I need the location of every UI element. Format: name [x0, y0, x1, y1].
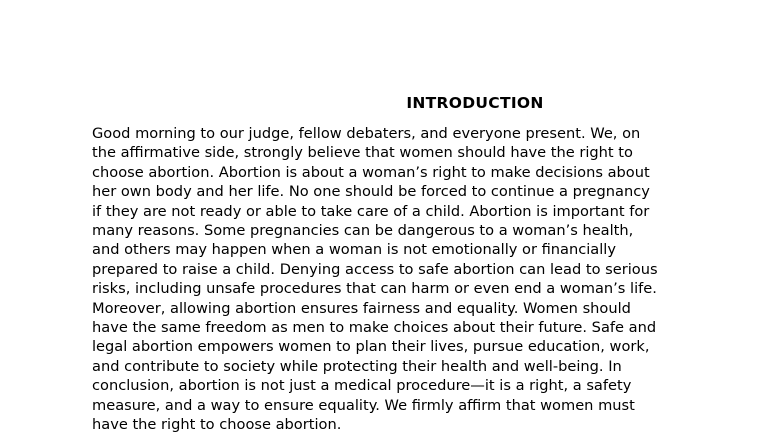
paragraph-line: risks, including unsafe procedures that can harm or even end a woman’s life.: [92, 280, 657, 298]
body-paragraph: [92, 124, 704, 435]
paragraph-line: choose abortion. Abortion is about a woman’s right to make decisions about: [92, 163, 650, 181]
paragraph-line: prepared to raise a child. Denying access to safe abortion can lead to serious: [92, 260, 658, 278]
paragraph-line: have the same freedom as men to make choices about their future. Safe and: [92, 319, 657, 337]
section-heading: INTRODUCTION: [406, 94, 544, 112]
paragraph-line: many reasons. Some pregnancies can be dangerous to a woman’s health,: [92, 222, 634, 240]
paragraph-line: her own body and her life. No one should be forced to continue a pregnancy: [92, 183, 650, 201]
paragraph-line: have the right to choose abortion.: [92, 416, 342, 434]
paragraph-line: conclusion, abortion is not just a medical procedure—it is a right, a safety: [92, 377, 632, 395]
paragraph-line: Good morning to our judge, fellow debaters, and everyone present. We, on: [92, 125, 641, 142]
paragraph-line: Moreover, allowing abortion ensures fairness and equality. Women should: [92, 299, 631, 317]
paragraph-line: and contribute to society while protecting their health and well-being. In: [92, 357, 622, 375]
paragraph-line: the affirmative side, strongly believe that women should have the right to: [92, 144, 633, 162]
paragraph-line: and others may happen when a woman is not emotionally or financially: [92, 241, 616, 259]
paragraph-line: legal abortion empowers women to plan their lives, pursue education, work,: [92, 338, 650, 356]
paragraph-line: measure, and a way to ensure equality. We firmly affirm that women must: [92, 396, 635, 414]
paragraph-line: if they are not ready or able to take care of a child. Abortion is important for: [92, 202, 650, 220]
